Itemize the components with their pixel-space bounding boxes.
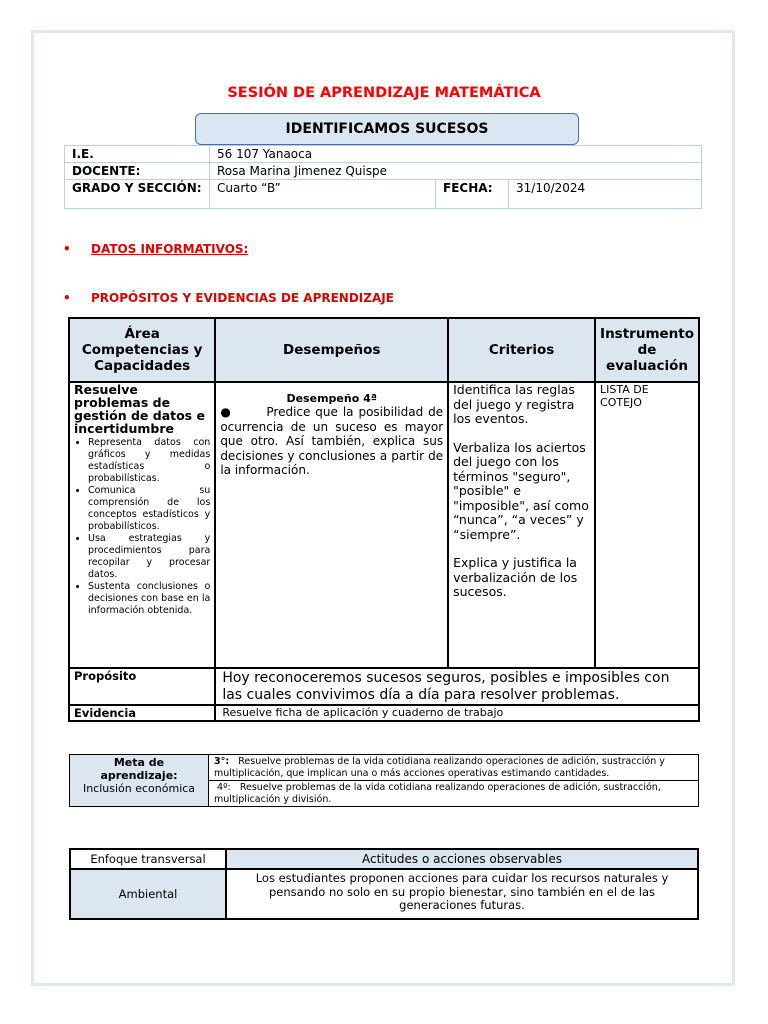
bullet-icon: • <box>63 242 71 256</box>
docente-value: Rosa Marina Jimenez Quispe <box>210 163 702 180</box>
table-header-row <box>69 318 699 382</box>
proposito-text: Hoy reconoceremos sucesos seguros, posibles e imposibles con las cuales convivimos día a día para resolver problemas. <box>215 668 699 705</box>
session-title-box: IDENTIFICAMOS SUCESOS <box>195 113 579 145</box>
content-row <box>69 382 699 668</box>
desempeno-text: Predice que la posibilidad de ocurrencia de un suceso es mayor que otro. Así también, explica sus decisiones y conclusiones a partir de la información. <box>220 405 444 477</box>
meta-row-2-grade: 4º: <box>217 782 231 793</box>
section-datos <box>63 242 249 256</box>
enfoque-row <box>70 869 698 919</box>
list-item: • Representa datos con gráficos y medidas estadísticas o probabilísticas. <box>88 437 210 485</box>
competencia-title: Resuelve problemas de gestión de datos e incertidumbre <box>74 382 205 436</box>
actitud-text: Los estudiantes proponen acciones para cuidar los recursos naturales y pensando no solo en su propio bienestar, sino también en el de las generaciones futuras. <box>226 869 698 919</box>
info-row-docente <box>65 163 702 180</box>
grado-label: GRADO Y SECCIÓN: <box>65 180 210 209</box>
info-table <box>64 145 702 209</box>
page-title: SESIÓN DE APRENDIZAJE MATEMÁTICA <box>227 85 541 101</box>
desempeno-title: Desempeño 4ª <box>286 392 377 405</box>
evidencia-text: Resuelve ficha de aplicación y cuaderno de trabajo <box>215 705 699 721</box>
enfoque-value: Ambiental <box>70 869 226 919</box>
header-instrumento: Instrumento de evaluación <box>595 318 699 382</box>
list-item: • Sustenta conclusiones o decisiones con base en la información obtenida. <box>88 581 210 617</box>
meta-row-1-grade: 3°: <box>214 756 230 767</box>
fecha-label: FECHA: <box>436 180 509 209</box>
list-item: • Usa estrategias y procedimientos para recopilar y procesar datos. <box>88 533 210 581</box>
evidencia-label: Evidencia <box>69 705 215 721</box>
enfoque-header-row <box>70 849 698 869</box>
list-item: • Comunica su comprensión de los conceptos estadísticos y probabilísticos. <box>88 485 210 533</box>
meta-label: Meta de aprendizaje: <box>100 756 178 782</box>
info-row-ie <box>65 146 702 163</box>
info-row-grado <box>65 180 702 209</box>
desempeno-text-block <box>220 405 443 478</box>
proposito-row <box>69 668 699 705</box>
grado-value: Cuarto “B” <box>210 180 436 209</box>
ie-value: 56 107 Yanaoca <box>210 146 702 163</box>
proposito-label: Propósito <box>69 668 215 705</box>
instrumento-cell: LISTA DE COTEJO <box>595 382 699 668</box>
competencias-cell <box>69 382 215 668</box>
criterio-item: Explica y justifica la verbalización de los sucesos. <box>453 555 578 599</box>
capacidades-list <box>74 437 210 617</box>
desempenos-cell <box>215 382 448 668</box>
header-desempenos: Desempeños <box>215 318 448 382</box>
meta-row-1-cell <box>209 755 699 781</box>
section-propositos <box>63 291 394 305</box>
meta-row-2-text: Resuelve problemas de la vida cotidiana realizando operaciones de adición, sustracción, multiplicación y división. <box>214 782 661 805</box>
enfoque-table <box>69 848 699 920</box>
meta-row-1 <box>70 755 699 781</box>
meta-row-2-cell <box>209 781 699 807</box>
ie-label: I.E. <box>65 146 210 163</box>
propositos-table <box>68 317 700 722</box>
bullet-icon: ● <box>220 405 267 419</box>
header-actitudes: Actitudes o acciones observables <box>226 849 698 869</box>
header-area: Área Competencias y Capacidades <box>69 318 215 382</box>
meta-sublabel: Inclusión económica <box>82 782 196 795</box>
section-datos-label: DATOS INFORMATIVOS: <box>91 242 249 256</box>
criterio-item: Identifica las reglas del juego y registra los eventos. <box>453 382 575 426</box>
header-criterios: Criterios <box>448 318 595 382</box>
meta-table <box>69 754 699 807</box>
criterio-item: Verbaliza los aciertos del juego con los términos "seguro", "posible" e "imposible", así como “nunca”, “a veces” y “siempre”. <box>453 439 589 542</box>
meta-row-1-text: Resuelve problemas de la vida cotidiana realizando operaciones de adición, sustracción y multiplicación, que implican una o más acciones operativas estimando cantidades. <box>214 756 665 779</box>
header-enfoque: Enfoque transversal <box>70 849 226 869</box>
fecha-value: 31/10/2024 <box>509 180 702 209</box>
meta-label-cell <box>70 755 209 807</box>
evidencia-row <box>69 705 699 721</box>
criterios-cell <box>448 382 595 668</box>
section-propositos-label: PROPÓSITOS Y EVIDENCIAS DE APRENDIZAJE <box>91 291 394 305</box>
bullet-icon: • <box>63 291 71 305</box>
docente-label: DOCENTE: <box>65 163 210 180</box>
